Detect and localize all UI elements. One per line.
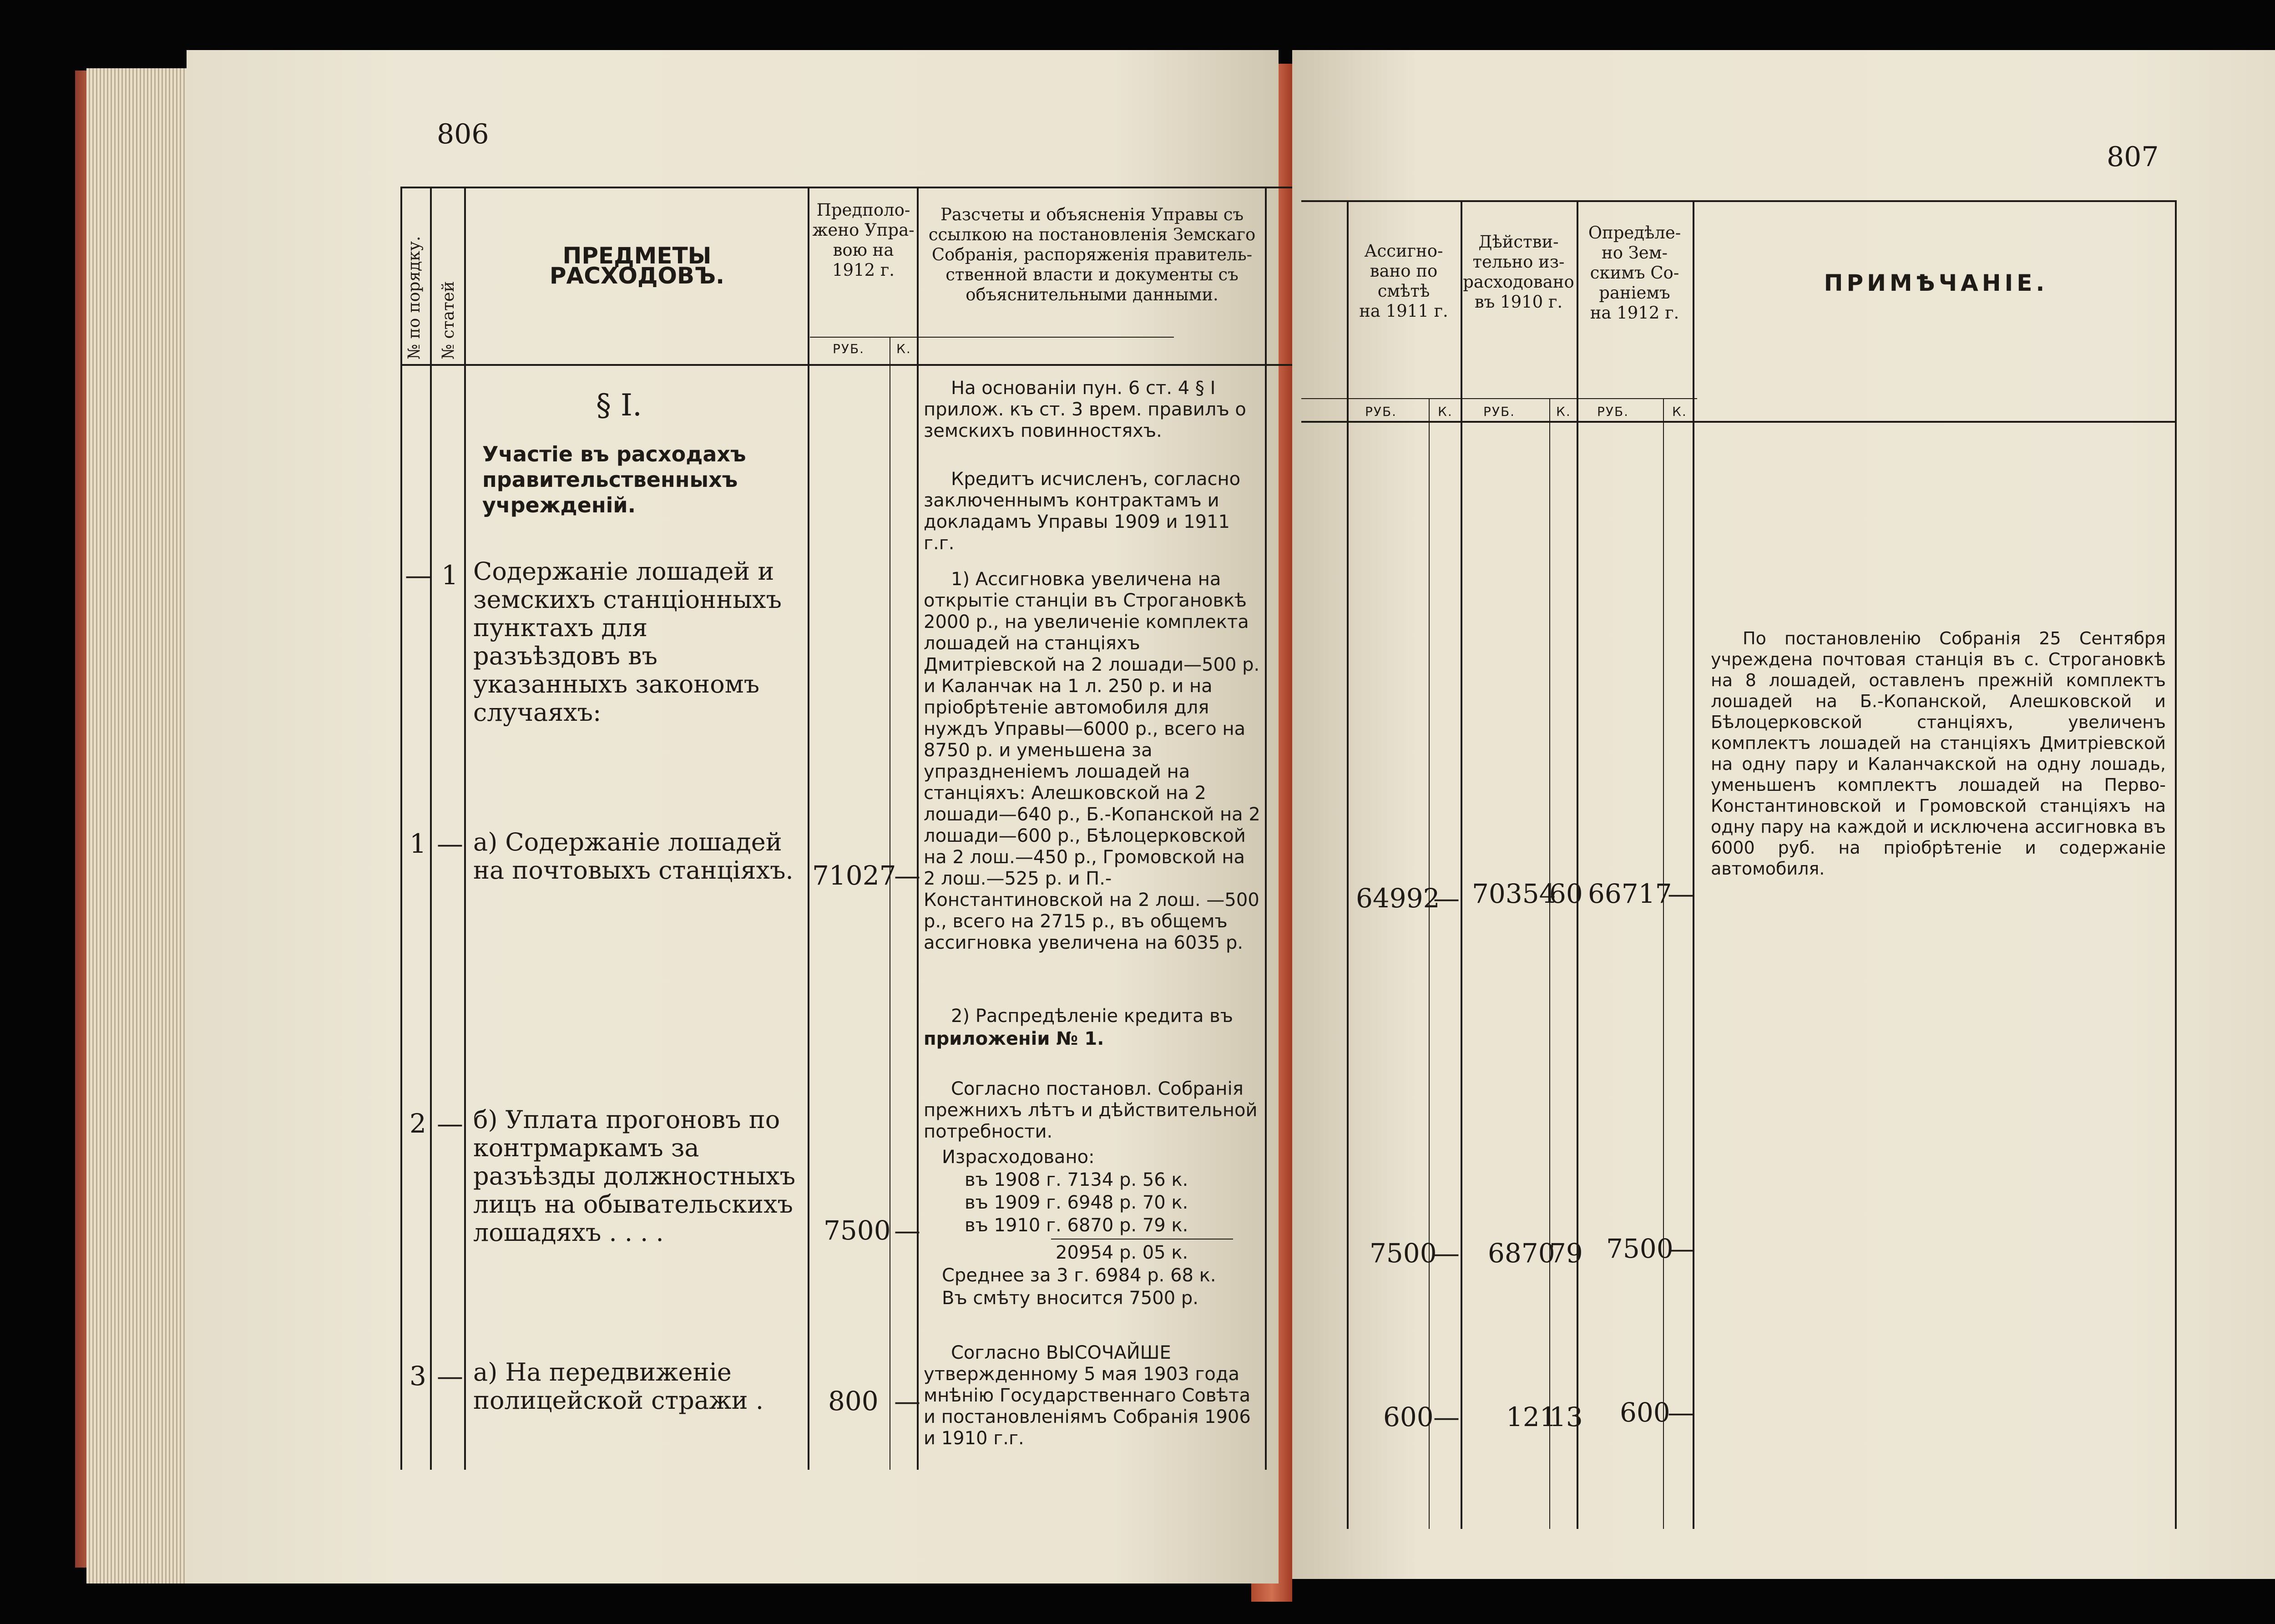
- header-spent: Дѣйстви- тельно из- расходовано въ 1910 г.: [1463, 232, 1574, 312]
- header-rub: РУБ.: [833, 341, 865, 356]
- header-bottom-rule: [400, 364, 1115, 366]
- row-2-assigned-kop: —: [1433, 1401, 1460, 1432]
- explanation-5: Согласно постановл. Собранія прежнихъ лѣтъ и дѣйствительной потребности.: [924, 1078, 1258, 1142]
- header-determined: Опредѣле- но Зем- скимъ Со- раніемъ на 1912 г.: [1588, 223, 1681, 323]
- header-assigned: Ассигно- вано по смѣтѣ на 1911 г.: [1359, 241, 1448, 321]
- row-0-text: Содержаніе лошадей и земскихъ станціонныхъ пунктахъ для разъѣздовъ въ указанныхъ закономъ случаяхъ:: [473, 557, 782, 727]
- row-2-text: б) Уплата прогоновъ по контрмаркамъ за разъѣзды должностныхъ лицъ на обывательскихъ лошадяхъ . . . .: [473, 1105, 796, 1247]
- row-3-rub: 800: [828, 1386, 879, 1417]
- row-2-art: —: [437, 1108, 463, 1139]
- left-page: [187, 50, 1279, 1584]
- explanation-1: Кредитъ исчисленъ, согласно заключеннымъ контрактамъ и докладамъ Управы 1909 и 1911 г.г.: [924, 469, 1241, 554]
- note-text: По постановленію Собранія 25 Сентября учреждена почтовая станція въ с. Строгановкѣ на 8 лошадей, оставленъ прежній комплектъ лошадей на Б.-Копанской, Алешковской и Бѣлоцерковской станціяхъ, увеличенъ комплектъ лошадей на станціяхъ Дмитріевской на одну пару и Каланчакской на одну лошадь, уменьшенъ комплектъ лошадей на Перво-Константиновской и Громовской станціяхъ на одну пару на каждой и исключена ассигновка въ 6000 руб. на пріобрѣтеніе и содержаніе автомобиля.: [1711, 628, 2166, 879]
- header-subject: ПРЕДМЕТЫ РАСХОДОВЪ.: [549, 243, 725, 289]
- row-2-no: 2: [410, 1108, 426, 1139]
- header-kop-2: К.: [1556, 404, 1571, 419]
- header-no: № по порядку.: [405, 236, 424, 359]
- row-2-kop: —: [894, 1215, 920, 1246]
- row-3-text: а) На передвиженіе полицейской стражи .: [473, 1358, 764, 1415]
- row-0-assigned: 64992: [1356, 883, 1440, 914]
- header-note: ПРИМѢЧАНІЕ.: [1824, 270, 2048, 296]
- row-1-kop: —: [894, 860, 920, 891]
- row-3-kop: —: [894, 1386, 920, 1417]
- section-title: Участіе въ расходахъ правительственныхъ учрежденій.: [482, 442, 746, 517]
- section-mark: § I.: [596, 388, 642, 423]
- col-rule-1: [400, 187, 402, 1470]
- header-rub-1: РУБ.: [1365, 404, 1397, 419]
- row-2-assigned: 600: [1383, 1401, 1434, 1432]
- explanation-6: Израсходовано:: [942, 1147, 1095, 1168]
- row-1-rub: 71027: [812, 860, 896, 891]
- col-rule-3: [464, 187, 466, 1470]
- header-sub-rule: [810, 337, 1174, 338]
- header-sub-rule: [1301, 398, 1697, 399]
- row-0-art: 1: [441, 560, 458, 591]
- header-top-rule: [1301, 200, 2175, 202]
- col-rule-1: [1347, 200, 1349, 1529]
- explanation-appendix: приложеніи № 1.: [924, 1028, 1104, 1049]
- col-rule-2: [430, 187, 432, 1470]
- sum-rule: [1051, 1239, 1233, 1240]
- explanation-10: 20954 р. 05 к.: [1056, 1242, 1188, 1263]
- col-rule-7: [1693, 200, 1694, 1529]
- row-1-assigned-kop: —: [1433, 1238, 1460, 1269]
- row-3-no: 3: [410, 1361, 426, 1391]
- row-1-spent-kop: 79: [1549, 1238, 1583, 1269]
- col-rule-8: [2175, 200, 2177, 1529]
- row-0-spent: 70354: [1472, 878, 1556, 909]
- row-2-determined-kop: —: [1668, 1397, 1694, 1428]
- row-2-determined: 600: [1620, 1397, 1670, 1428]
- explanation-3: 2) Распредѣленіе кредита въ: [951, 1006, 1234, 1027]
- page-number: 806: [437, 118, 489, 150]
- row-2-spent: 121: [1506, 1401, 1557, 1432]
- col-rule-4: [808, 187, 809, 1470]
- col-rule-6: [917, 187, 919, 1470]
- header-explanations: Разсчеты и объясненія Управы съ ссылкою на постановленія Земскаго Собранія, распоряженія правитель-ственной власти и документы съ объяснительными данными.: [928, 205, 1256, 304]
- header-kop: К.: [896, 341, 911, 356]
- row-1-spent: 6870: [1488, 1238, 1555, 1269]
- explanation-8: въ 1909 г. 6948 р. 70 к.: [965, 1192, 1188, 1213]
- right-page: [1292, 50, 2275, 1579]
- row-2-spent-kop: 13: [1549, 1401, 1583, 1432]
- col-rule-3: [1461, 200, 1462, 1529]
- explanation-12: Въ смѣту вносится 7500 р.: [942, 1288, 1199, 1309]
- col-rule-4: [1549, 398, 1550, 1529]
- row-0-determined-kop: —: [1668, 878, 1694, 909]
- col-rule-7: [1265, 187, 1267, 1470]
- header-proposed: Предполо- жено Упра- вою на 1912 г.: [812, 200, 915, 280]
- header-bottom-rule: [1301, 421, 2175, 423]
- header-kop-1: К.: [1438, 404, 1453, 419]
- header-kop-3: К.: [1672, 404, 1687, 419]
- col-rule-2: [1429, 398, 1430, 1529]
- row-2-rub: 7500: [824, 1215, 891, 1246]
- row-1-no: 1: [410, 828, 426, 859]
- explanation-9: въ 1910 г. 6870 р. 79 к.: [965, 1215, 1188, 1236]
- header-article: № статей: [439, 281, 458, 359]
- row-0-assigned-kop: —: [1433, 883, 1460, 914]
- header-rub-3: РУБ.: [1597, 404, 1629, 419]
- row-1-determined-kop: —: [1668, 1233, 1694, 1264]
- row-3-art: —: [437, 1361, 463, 1391]
- col-rule-6: [1663, 398, 1664, 1529]
- row-1-text: а) Содержаніе лошадей на почтовыхъ станціяхъ.: [473, 828, 794, 885]
- explanation-0: На основаніи пун. 6 ст. 4 § I прилож. къ ст. 3 врем. правилъ о земскихъ повинностяхъ.: [924, 378, 1246, 441]
- row-1-art: —: [437, 828, 463, 859]
- row-0-no: —: [405, 560, 431, 591]
- explanation-7: въ 1908 г. 7134 р. 56 к.: [965, 1169, 1188, 1190]
- col-rule-5: [1577, 200, 1578, 1529]
- row-0-determined: 66717: [1588, 878, 1672, 909]
- page-number: 807: [2107, 141, 2159, 173]
- row-1-assigned: 7500: [1370, 1238, 1437, 1269]
- row-1-determined: 7500: [1606, 1233, 1673, 1264]
- explanation-11: Среднее за 3 г. 6984 р. 68 к.: [942, 1265, 1216, 1286]
- row-0-spent-kop: 60: [1549, 878, 1583, 909]
- explanation-13: Согласно ВЫСОЧАЙШЕ утвержденному 5 мая 1903 года мнѣнію Государственнаго Совѣта и постановленіямъ Собранія 1906 и 1910 г.г.: [924, 1342, 1251, 1449]
- header-rub-2: РУБ.: [1483, 404, 1516, 419]
- explanation-2: 1) Ассигновка увеличена на открытіе станціи въ Строгановкѣ 2000 р., на увеличеніе комплекта лошадей на станціяхъ Дмитріевской на 2 лошади—500 р. и Каланчак на 1 л. 250 р. и на пріобрѣтеніе автомобиля для нуждъ Управы—6000 р., всего на 8750 р. и уменьшена за упраздненіемъ лошадей на станціяхъ: Алешковской на 2 лошади—640 р., Б.-Копанской на 2 лошади—600 р., Бѣлоцерковской на 2 лош.—450 р., Громовской на 2 лош.—525 р. и П.-Константиновской на 2 лош. —500 р., всего на 2715 р., въ общемъ ассигновка увеличена на 6035 р.: [924, 569, 1260, 953]
